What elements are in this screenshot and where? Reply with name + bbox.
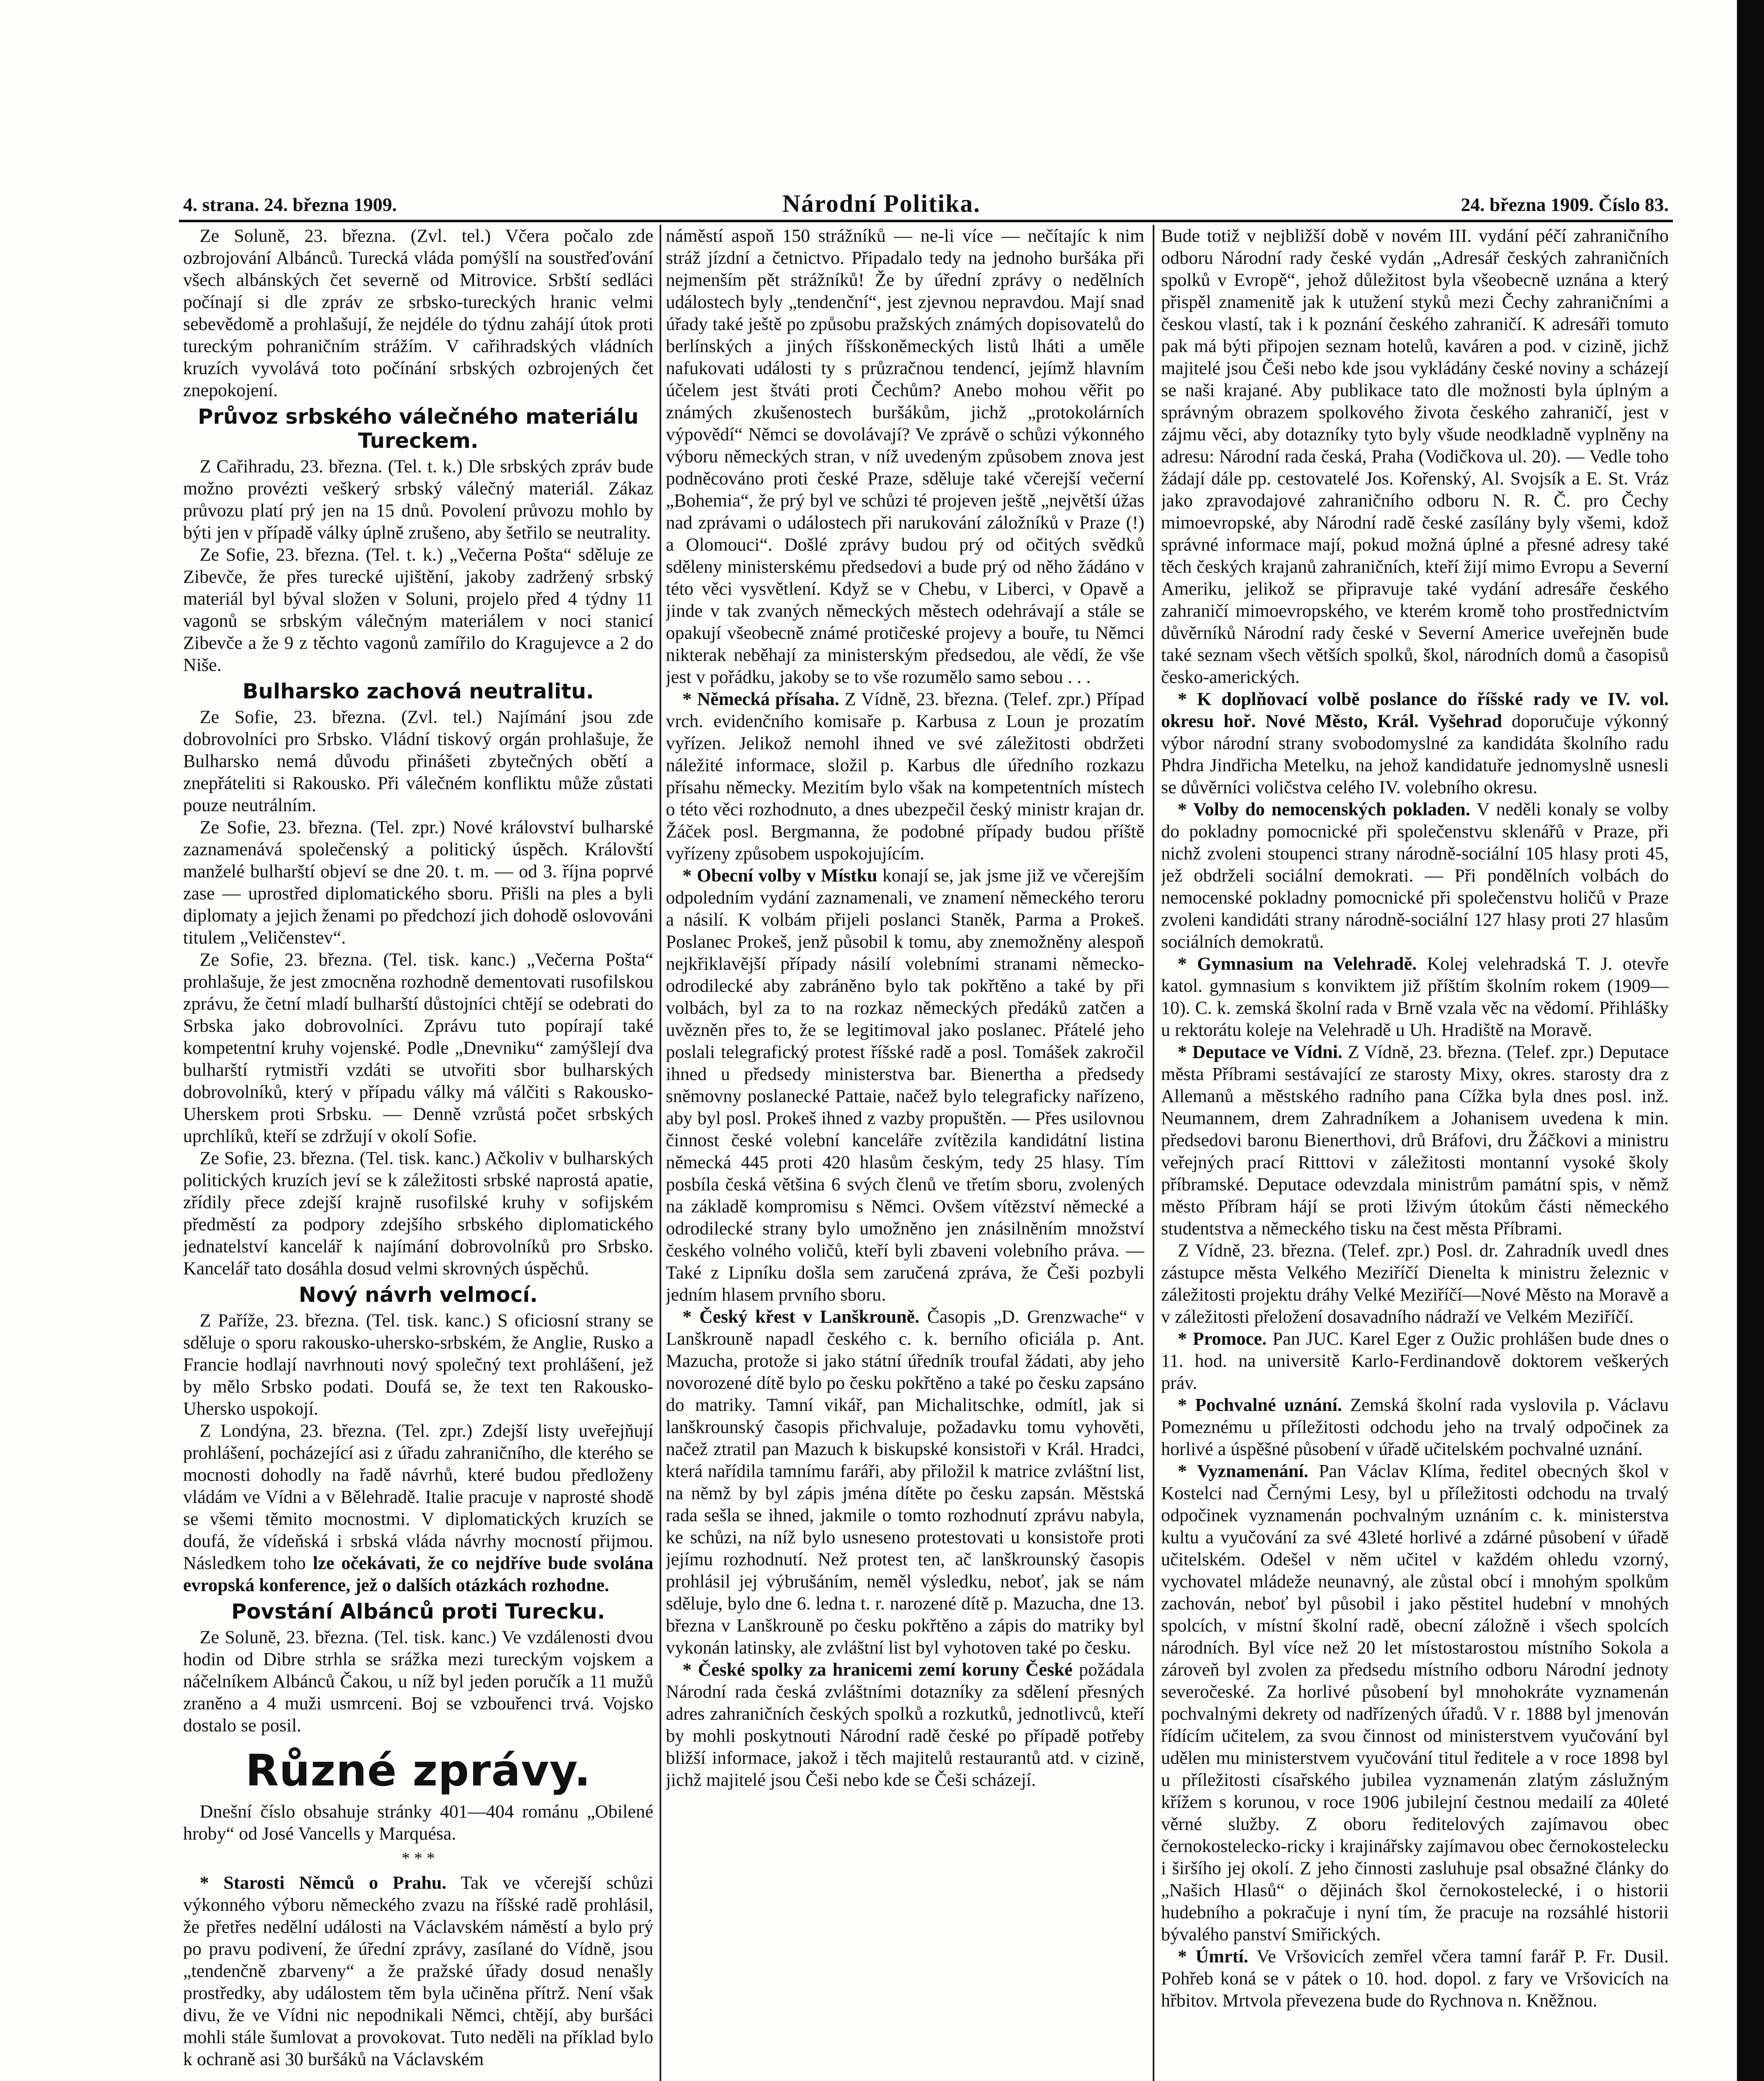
newspaper-title: Národní Politika. [782,190,981,217]
article-heading: Nový návrh velmocí. [298,1283,538,1307]
article-paragraph [1161,688,1669,798]
column-3 [1161,225,1669,2081]
article-paragraph: Ze Sofie, 23. března. (Zvl. tel.) Najímání jsou zde dobrovolníci pro Srbsko. Vládní tiskový orgán prohlašuje, že Bulharsko nemá důvodu přinášeti zbytečných obětí a znepřáteliti si Rakousko. Při válečném konfliktu může zůstati pouze neutrálním. [183,707,653,815]
article-paragraph [1161,1460,1669,1945]
article-paragraph: Z Paříže, 23. března. (Tel. tisk. kanc.) S oficiosní strany se sděluje o sporu rakousko-uhersko-srbském, že Anglie, Rusko a Francie hodlají navrhnouti nový společný text prohlášení, jež by mělo Srbsko podati. Doufá se, že text ten Rakousko-Uhersko uspokojí. [183,1310,653,1419]
article-paragraph [1161,798,1669,953]
column-divider [660,225,661,2081]
article-lead: * České spolky za hranicemi zemí koruny České [682,1659,1073,1680]
scan-border [1737,0,1764,2081]
article-paragraph [183,1420,653,1596]
column-2 [666,225,1144,2081]
article-lead: * Vyznamenání. [1178,1461,1309,1481]
article-paragraph: Dnešní číslo obsahuje stránky 401—404 románu „Obilené hroby“ od José Vancells y Marquésa. [183,1801,653,1844]
article-lead: * Obecní volby v Místku [682,865,878,886]
header-rule [179,220,1673,222]
paragraph-text: Z Vídně, 23. března. (Telef. zpr.) Deputace města Příbrami sestávající ze starosty Mixy, okres. starosty dra z Allemanů a městského radního pana Cížka byla dnes posl. inž. Neumannem, drem Zahradníkem a Johanisem uvedena k min. předsedovi baronu Bienerthovi, drů Bráfovi, dru Žáčkovi a ministru veřejných prací Ritttovi v záležitosti montanní vysoké školy příbramské. Deputace odevzdala ministrům památní spis, v němž město Příbram hájí se proti lživým útokům části německého studentstva a německého tisku na čest města Příbrami. [1161,1042,1669,1239]
article-paragraph: Z Vídně, 23. března. (Telef. zpr.) Posl. dr. Zahradník uvedl dnes zástupce města Velkého Meziříčí Dienelta k ministru železnic v záležitosti projektu dráhy Velké Meziříčí—Nové Město na Moravě a v záležitosti přeložení dosavadního nádraží ve Velkém Meziříčí. [1161,1240,1669,1327]
article-lead: * Volby do nemocenských pokladen. [1178,799,1470,819]
column-divider [1153,225,1154,2081]
section-heading: Různé zprávy. [245,1745,591,1796]
article-heading: Bulharsko zachová neutralitu. [242,679,594,703]
article-lead: * Deputace ve Vídni. [1178,1042,1343,1062]
article-paragraph [1161,1041,1669,1239]
paragraph-text: Z Vídně, 23. března. (Telef. zpr.) Případ vrch. evidenčního komisaře p. Karbusa z Loun je prozatím vyřízen. Jelikož nemohl ihned ve své záležitosti obdržeti náležité informace, složil p. Karbus dle úředního rozkazu přísahu německy. Mezitím bylo však na kompetentních místech o této věci rozhodnuto, a dnes ubezpečil český ministr krajan dr. Žáček posl. Bergmanna, že podobné případy budou příště vyřízeny způsobem uspokojujícím. [666,689,1144,864]
article-paragraph [666,1659,1144,1791]
page-header [183,189,1669,219]
article-paragraph: náměstí aspoň 150 strážníků — ne-li více — nečítajíc k nim stráž jízdní a četnictvo. Připadalo tedy na jednoho buršáka při nejmenším pět strážníků! Že by úřední zprávy o nedělních událostech byly „tendenční“, jest zjevnou nepravdou. Mají snad úřady také ještě po způsobu pražských známých dopisovatelů do berlínských a jiných říšskoněmeckých listů lháti a uměle nafukovati události ty s průzračnou tendencí, jejímž hlavním účelem jest štváti proti Čechům? Anebo mohou věřit po známých zkušenostech buršákům, jichž „protokolárních výpovědí“ Němci se dovolávají? Ve zprávě o schůzi výkonného výboru německých stran, v níž uvedeným způsobem znova jest podněcováno proti české Praze, sděluje také včerejší večerní „Bohemia“, že prý byl ve schůzi té projeven ještě „největší úžas nad zprávami o událostech při narukování záložníků v Praze (!) a Olomouci“. Došlé zprávy budou prý od očitých svědků sděleny ministerskému předsedovi a bude prý od něho žádáno v této věci vysvětlení. Když se v Chebu, v Liberci, v Opavě a jinde v tak zvaných německých městech odehrávají a stále se opakují všeobecně známé protičeské projevy a bouře, tu Němci nikterak neběhají za ministerským předsedou, ale vědí, že vše jest v pořádku, jakoby se to vše rozumělo samo sebou . . . [666,226,1144,687]
paragraph-text: Kolej velehradská T. J. otevře katol. gymnasium s konviktem již příštím školním rokem (1909—10). C. k. zemská školní rada v Brně vzala věc na vědomí. Přihlášky u rektorátu koleje na Velehradě u Uh. Hradiště na Moravě. [1161,954,1669,1040]
article-lead: * Starosti Němců o Prahu. [200,1872,447,1893]
article-paragraph: Ze Soluně, 23. března. (Tel. tisk. kanc.) Ve vzdálenosti dvou hodin od Dibre strhla se srážka mezi tureckým vojskem a náčelníkem Albánců Čakou, u níž byl jeden poručík a 11 mužů zraněno a 4 muži usmrceni. Boj se vzbouřenci trvá. Vojsko dostalo se posil. [183,1627,653,1736]
paragraph-text: V neděli konaly se volby do pokladny pomocnické při společenstvu sklenářů v Praze, při nichž zvoleni stoupenci strany národně-sociální 105 hlasy proti 45, jež obdrželi sociální demokrati. — Při pondělních volbách do nemocenské pokladny pomocnické při společenstvu holičů v Praze zvoleni kandidáti strany národně-sociální 127 hlasy proti 27 hlasům sociálních demokratů. [1161,799,1669,952]
article-paragraph [666,1306,1144,1659]
article-paragraph [666,688,1144,864]
header-issue-number: 24. března 1909. Číslo 83. [1461,194,1669,215]
article-lead: * Gymnasium na Velehradě. [1178,954,1417,974]
header-page-date: 4. strana. 24. března 1909. [183,194,397,215]
paragraph-text: Zemská školní rada vyslovila p. Václavu Pomeznému u příležitosti odchodu jeho na trvalý odpočinek za horlivé a úspěšné působení v úřadě učitelském pochvalné uznání. [1161,1395,1669,1459]
article-paragraph: Ze Sofie, 23. března. (Tel. zpr.) Nové království bulharské zaznamenává společenský a politický úspěch. Královští manželé bulharští objeví se dne 20. t. m. — od 3. října poprvé zase — uprostřed diplomatického sboru. Přišli na ples a byli diplomaty a jejich ženami po předchozí jich dohodě oslovováni titulem „Veličenstev“. [183,817,653,948]
paragraph-text: Časopis „D. Grenzwache“ v Lanškrouně napadl českého c. k. berního oficiála p. Ant. Mazucha, protože si jako státní úředník troufal žádati, aby jeho novorozené dítě bylo po česku pokřtěno a také po česku zapsáno do matriky. Tamní vikář, pan Michalitschke, odmítl, jak si lanškrounský časopis přichvaluje, požadavku tomu vyhověti, načež ztratil pan Mazuch k biskupské konsistoři v Král. Hradci, která nařídila tamnímu faráři, aby přiložil k matrice zvláštní list, na němž by byl zápis jména dítěte po česku zapsán. Městská rada sešla se ihned, jakmile o tomto rozhodnutí zprávu nabyla, ke schůzi, na níž bylo usneseno protestovati u konsistoře proti jejímu rozhodnutí. Než protest ten, ač lanškrounský časopis prohlásil jej výbrušáním, neměl výsledku, neboť, jak se nám sděluje, bylo dne 6. ledna t. r. narozené dítě p. Mazucha, dne 13. března v Lanškrouně po česku pokřtěno a zápis do matriky byl vykonán latinsky, ale zvláštní list byl vyhotoven také po česku. [666,1306,1144,1658]
article-paragraph: Z Cařihradu, 23. března. (Tel. t. k.) Dle srbských zpráv bude možno provézti veškerý srbský válečný materiál. Zákaz průvozu platí prý jen na 15 dnů. Povolení průvozu mohlo by býti jen v případě války úplně zrušeno, aby šetřilo se neutrality. [183,456,653,543]
article-lead: * Úmrtí. [1178,1946,1248,1967]
article-lead: * K doplňovací volbě poslance do říšské rady ve IV. vol. okresu hoř. Nové Město, Král. Vyšehrad [1161,689,1669,731]
paragraph-text: Ve Vršovicích zemřel včera tamní farář P. Fr. Dusil. Pohřeb koná se v pátek o 10. hod. dopol. z fary ve Vršovicích na hřbitov. Mrtvola převezena bude do Rychnova n. Kněžnou. [1161,1946,1669,2011]
column-1 [183,225,653,2081]
paragraph-text: Pan Václav Klíma, ředitel obecných škol v Kostelci nad Černými Lesy, byl u příležitosti odchodu na trvalý odpočinek vyznamenán pochvalným uznáním c. k. ministerstva kultu a vyučování za své 43leté horlivé a zdárné působení v úřadě učitelském. Odešel v něm učitel v každém ohledu vzorný, vychovatel mládeže neunavný, ale zůstal obcí i mnohým spolkům zachován, neboť byl působil i jako pěstitel hudební v mnohých spolcích, v místní školní radě, obecní záložně i všech spolcích národních. Byl více než 20 let místostarostou místního Sokola a zároveň byl zvolen za předsedu místního odboru Národní jednoty severočeské. Za horlivé působení byl mnohokráte vyznamenán pochvalnými dekrety od nadřízených úřadů. V r. 1888 byl jmenován řídícím učitelem, za svou činnost od ministerstvem vyučování byl udělen mu ministerstvem vyučování titul ředitele a v roce 1898 byl u příležitosti císařského jubilea vyznamenán zlatým záslužným křížem s korunou, v roce 1906 jubilejní čestnou medailí za 40leté věrné služby. Z oboru ředitelových zajímavou obec černokostelecko-ricky i krajinářsky zajímavou obec černokostelecku i širšího jej okolí. Z jeho činnosti zasluhuje psal obsažné články do „Našich Hlasů“ o dějinách škol černokostelecké, i o historii hudebního a pokračuje i nyní tím, že pracuje na rozsáhlé historii bývalého panství Smiřických. [1161,1461,1669,1944]
article-paragraph [1161,1328,1669,1394]
article-paragraph [183,1872,653,2070]
article-lead: * Německá přísaha. [682,689,839,709]
section-divider-stars: * * * [402,1849,435,1867]
paragraph-text: požádala Národní rada česká zvláštními dotazníky za sdělení přesných adres zahraničních českých spolků a rozkutků, jednotlivců, kteří by mohli poskytnouti Národní radě české po případě potřeby bližší informace, jakož i těch majitelů restaurantů atd. v cizině, jichž majitelé jsou Češi nebo kde se Češi scházejí. [666,1659,1144,1790]
article-lead: * Český křest v Lanškrouně. [682,1306,920,1327]
article-paragraph [1161,953,1669,1041]
article-paragraph [1161,1945,1669,2011]
paragraph-text: Z Londýna, 23. března. (Tel. zpr.) Zdejší listy uveřejňují prohlášení, pocházející asi z úřadu zahraničního, dle kterého se mocnosti dohodly na řadě návrhů, které budou předloženy vládám ve Vídni a v Bělehradě. Italie pracuje v naprosté shodě se všemi těmito mocnostmi. V diplomatických kruzích se doufá, že vídeňská i srbská vláda návrhy mocností přijmou. Následkem toho [183,1420,653,1573]
paragraph-text: konají se, jak jsme již ve včerejším odpoledním vydání zaznamenali, ve znamení německého teroru a násilí. K volbám přijeli poslanci Staněk, Parma a Prokeš. Poslanec Prokeš, jenž působil k tomu, aby znemožněny alespoň nejkřiklavější případy násilí volebními stranami německo-odrodilecké aby zabráněno bylo tak pokřtěno a také by při volbách, byl za to na rozkaz německých předáků zatčen a uvězněn přes to, že se legitimoval jako poslanec. Přátelé jeho poslali telegrafický protest říšské radě a posl. Tomášek zakročil ihned u předsedy ministerstva bar. Bienertha a předsedy sněmovny poslanecké Pattaie, načež bylo telegraficky nařízeno, aby byl posl. Prokeš ihned z vazby propuštěn. — Přes usilovnou činnost české volební kanceláře zvítězila kandidátní listina německá 445 proti 420 hlasům českým, tedy 25 hlasy. Tím posbíla česká většina 6 svých členů ve třetím sboru, zvolených na základě kompromisu s Němci. Ovšem vítězství německé a odrodilecké strany bylo umožněno jen znásilněním množství českého volného voličů, kteří byli zbaveni volebního práva. — Také z Lipníku došla sem zaručená zpráva, že Češi pozbyli jedním hlasem prvního sboru. [666,865,1144,1305]
article-paragraph: Ze Sofie, 23. března. (Tel. tisk. kanc.) Ačkoliv v bulharských politických kruzích jeví se k záležitosti srbské naprostá apatie, zřídily přece zdejší krajně rusofilské kruhy v sofijském předměstí za podpory zdejšího srbského diplomatického jednatelství kancelář k najímání dobrovolníků pro Srbsko. Kancelář tato dosáhla dosud velmi skrovných úspěchů. [183,1148,653,1279]
article-paragraph [666,864,1144,1306]
article-heading: Povstání Albánců proti Turecku. [231,1599,605,1624]
paragraph-text: Pan JUC. Karel Eger z Oužic prohlášen bude dnes o 11. hod. na universitě Karlo-Ferdinandově doktorem veškerých práv. [1161,1329,1669,1393]
paragraph-text: doporučuje výkonný výbor národní strany svobodomyslné za kandidáta školního radu Phdra Jindřicha Metelku, na jehož kandidatuře jednomyslně usnesli se důvěrníci voličstva celého IV. volebního okresu. [1161,711,1669,797]
article-lead: * Pochvalné uznání. [1178,1395,1342,1415]
article-paragraph: Ze Soluně, 23. března. (Zvl. tel.) Včera počalo zde ozbrojování Albánců. Turecká vláda pomýšlí na soustřeďování všech albánských čet severně od Mitrovice. Srbští sedláci počínají si dle zpráv ze srbsko-tureckých hranic velmi sebevědomě a prohlašují, že nejdéle do týdnu zahájí útok proti tureckým pohraničním strážím. V cařihradských vládních kruzích vyvolává toto počínání srbských ozbrojených čet znepokojení. [183,226,653,400]
article-lead: * Promoce. [1178,1329,1267,1349]
article-paragraph: Bude totiž v nejbližší době v novém III. vydání péčí zahraničního odboru Národní rady české vydán „Adresář českých zahraničních spolků v Evropě“, jehož důležitost byla všeobecně uznána a který přispěl znamenitě jak k utužení styků mezi Čechy zahraničními a českou vlastí, tak i k poznání českého zahraničí. K adresáři tomuto pak má býti připojen seznam hotelů, kaváren a pod. v cizině, jichž majitelé jsou Češi nebo kde jsou vykládány české noviny a scházejí se naši krajané. Aby publikace tato dle možnosti byla úplným a správným obrazem spolkového života českého zahraničí, jest v zájmu věci, aby dotazníky tyto byly všude neodkladně vyplněny na adresu: Národní rada česká, Praha (Vodičkova ul. 20). — Vedle toho žádají dále pp. cestovatelé Jos. Kořenský, Al. Svojsík a E. St. Vráz jako zpravodajové zahraničního odboru N. R. Č. pro Čechy mimoevropské, aby Národní radě české zasílány byly všemi, kdož správné informace mají, pokud možná úplné a přesné adresy také těch českých krajanů zahraničních, kteří žijí mimo Evropu a Severní Ameriku, jelikož se připravuje také vydání adresáře českého zahraničí mimoevropského, ve kterém kromě toho prostřednictvím důvěrníků Národní rady české v Severní Americe uveřejněn bude také seznam všech větších spolků, škol, národních domů a časopisů česko-amerických. [1161,226,1669,687]
article-paragraph: Ze Sofie, 23. března. (Tel. t. k.) „Večerna Pošta“ sděluje ze Zibevče, že přes turecké ujištění, jakoby zadržený srbský materiál byl býval složen v Soluni, projelo před 4 týdny 11 vagonů se srbským válečným materiálem v noci stanicí Zibevče a že 9 z těchto vagonů zamířilo do Kragujevce a 2 do Niše. [183,544,653,675]
article-heading: Průvoz srbského válečného materiálu Tureckem. [198,405,639,453]
paragraph-text: Tak ve včerejší schůzi výkonného výboru německého zvazu na říšské radě prohlásil, že přetřes nedělní události na Václavském náměstí a bylo prý po pravu podivení, že úřední zprávy, zasílané do Vídně, jsou „tendenčně zbarveny“ a že pražské úřady dosud nenašly prostředky, aby událostem těm byla učiněna přítrž. Není však divu, že ve Vídni nic nepodnikali Němci, chtějí, aby buršáci mohli stále šumlovat a provokovat. Tuto neděli na příklad bylo k ochraně asi 30 buršáků na Václavském [183,1872,653,2069]
emphasized-text: lze očekávati, že co nejdříve bude svolána evropská konference, jež o dalších otázkách rozhodne. [183,1553,653,1595]
article-paragraph: Ze Sofie, 23. března. (Tel. tisk. kanc.) „Večerna Pošta“ prohlašuje, že jest zmocněna rozhodně dementovati rusofilskou zprávu, že četní mladí bulharští důstojníci chtějí se odebrati do Srbska jako dobrovolníci. Zprávu tuto popírají také kompetentní kruhy vojenské. Podle „Dnevniku“ zamýšlejí dva bulharští rytmistři vzdáti se utvořiti sbor bulharských dobrovolníků, který v případu války má válčiti s Rakousko-Uherskem proti Srbsku. — Denně vzrůstá počet srbských uprchlíků, kteří se zdržují v okolí Sofie. [183,949,653,1146]
article-paragraph [1161,1394,1669,1460]
